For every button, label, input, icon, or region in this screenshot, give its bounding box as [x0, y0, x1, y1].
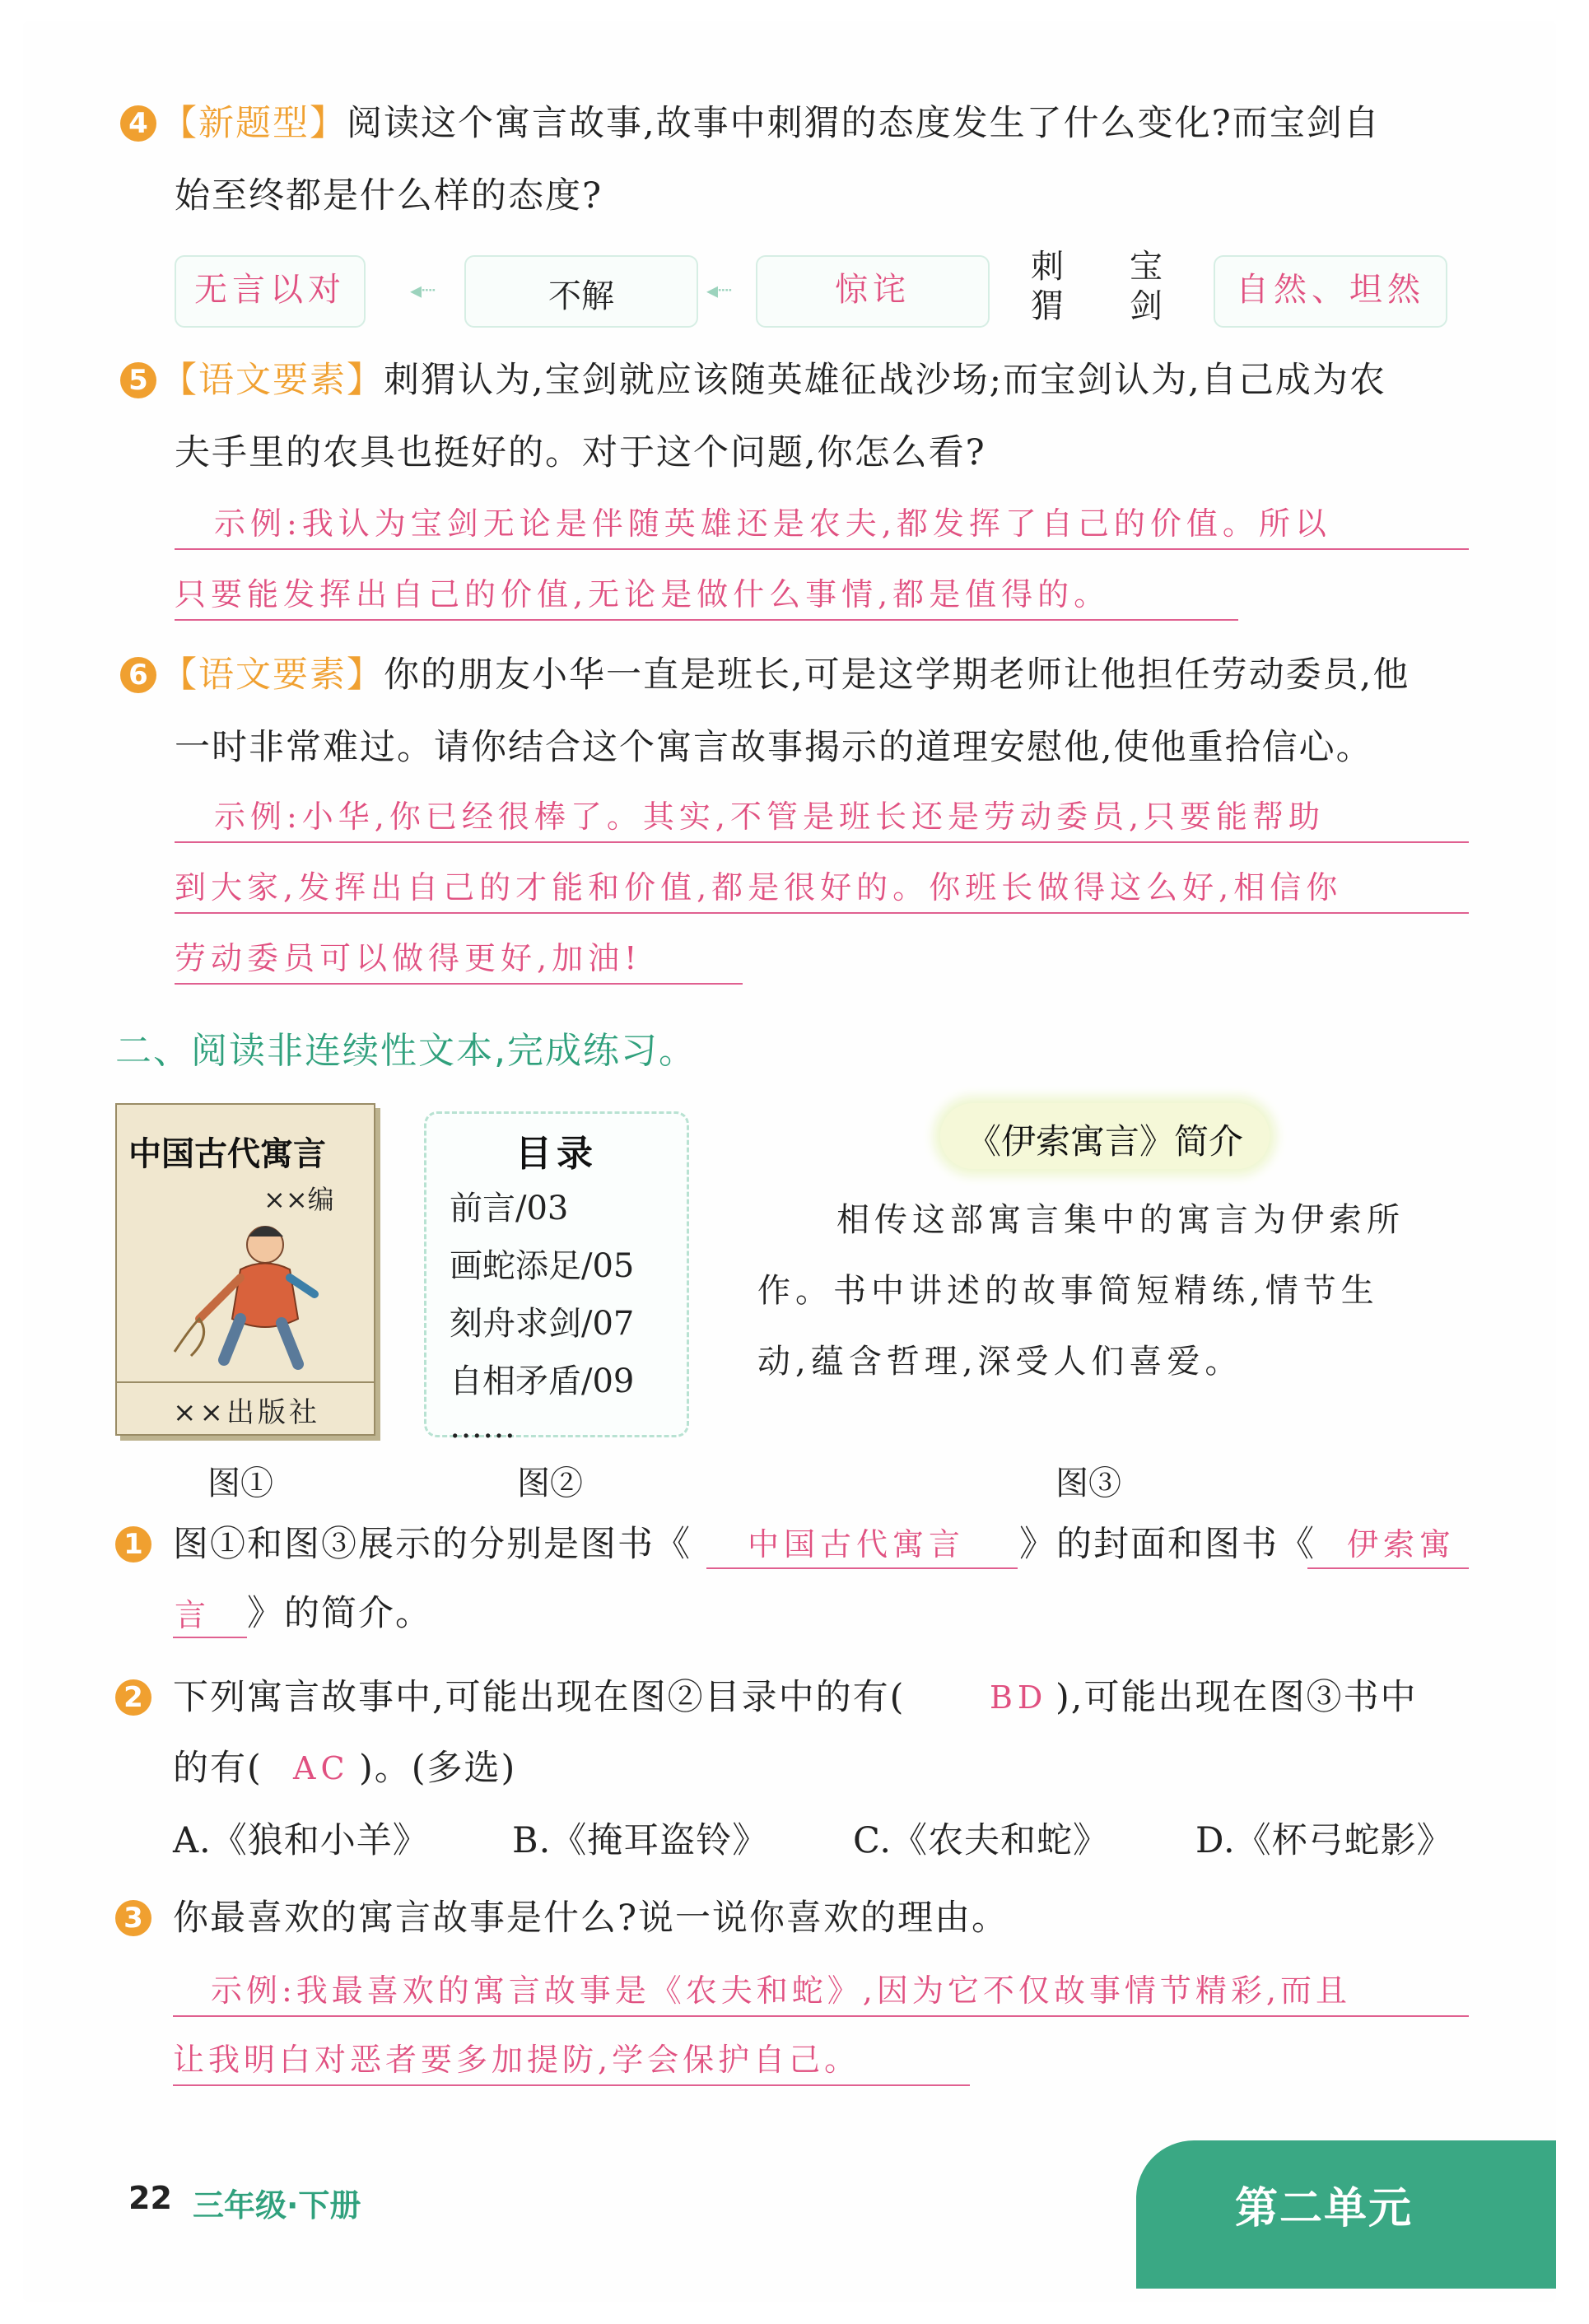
- p3-text: 你最喜欢的寓言故事是什么?说一说你喜欢的理由。: [173, 1898, 1009, 1939]
- question-number-5: 5: [120, 362, 156, 398]
- q6-tag: 【语文要素】: [161, 654, 384, 696]
- box1-text: 无言以对: [194, 271, 346, 309]
- q6-answer-line1: 示例:小华,你已经很棒了。其实,不管是班长还是劳动委员,只要能帮助: [214, 799, 1326, 835]
- unit-label: 第二单元: [1235, 2184, 1414, 2233]
- arrow-left-icon: ◂┈: [410, 277, 436, 304]
- answer-underline: [173, 2015, 1469, 2017]
- contents-title: 目录: [515, 1133, 598, 1175]
- book-cover-figure: [115, 1103, 375, 1436]
- contents-item: 刻舟求剑/07: [450, 1305, 635, 1343]
- option-b: B.《掩耳盗铃》: [512, 1820, 769, 1861]
- p1-text-a: 图①和图③展示的分别是图书《: [173, 1524, 692, 1565]
- q6-line2: 一时非常难过。请你结合这个寓言故事揭示的道理安慰他,使他重拾信心。: [175, 727, 1373, 768]
- label-hedgehog-2: 猬: [1031, 287, 1065, 325]
- label-sword-2: 剑: [1130, 287, 1164, 325]
- contents-item: 画蛇添足/05: [450, 1247, 635, 1285]
- p1-blank-b2: 言: [175, 1597, 212, 1633]
- contents-item: 自相矛盾/09: [450, 1362, 635, 1400]
- intro-line1: 相传这部寓言集中的寓言为伊索所: [836, 1201, 1405, 1239]
- option-d: D.《杯弓蛇影》: [1195, 1820, 1453, 1861]
- intro-line3: 动,蕴含哲理,深受人们喜爱。: [757, 1343, 1243, 1381]
- q5-answer-line2: 只要能发挥出自己的价值,无论是做什么事情,都是值得的。: [175, 576, 1111, 612]
- book-title: 中国古代寓言: [128, 1135, 326, 1173]
- intro-title-bubble: [940, 1103, 1270, 1169]
- contents-item: ……: [450, 1408, 515, 1446]
- answer-underline: [175, 912, 1469, 914]
- q5-tag: 【语文要素】: [161, 360, 384, 401]
- practice-number-3: 3: [115, 1900, 151, 1936]
- answer-underline: [175, 983, 743, 985]
- option-a: A.《狼和小羊》: [173, 1820, 429, 1861]
- p2-text-c: 的有(: [173, 1748, 263, 1789]
- answer-underline: [175, 841, 1469, 843]
- label-sword-1: 宝: [1130, 248, 1164, 286]
- sword-answer-box: [1214, 255, 1447, 328]
- contents-list: [450, 1180, 635, 1446]
- q5-text1: 刺猬认为,宝剑就应该随英雄征战沙场;而宝剑认为,自己成为农: [384, 360, 1386, 401]
- p2-text-d: )。(多选): [359, 1748, 517, 1789]
- blank-underline: [706, 1567, 1018, 1569]
- box3-text: 惊诧: [835, 271, 911, 309]
- figure-2-caption: 图②: [517, 1465, 583, 1502]
- answer-box-3: [756, 255, 990, 328]
- practice-number-1: 1: [115, 1526, 151, 1563]
- answer-underline: [175, 548, 1469, 550]
- q4-line2: 始至终都是什么样的态度?: [175, 175, 603, 217]
- contents-item: 前言/03: [450, 1190, 569, 1227]
- page-number: 22: [128, 2180, 172, 2216]
- q5-answer-line1: 示例:我认为宝剑无论是伴随英雄还是农夫,都发挥了自己的价值。所以: [214, 505, 1331, 542]
- option-c: C.《农夫和蛇》: [853, 1820, 1110, 1861]
- p2-blank-b: AC: [293, 1750, 350, 1786]
- question-number-4: 4: [120, 105, 156, 142]
- box2-text: 不解: [548, 277, 614, 315]
- intro-line2: 作。书中讲述的故事简短精练,情节生: [757, 1272, 1379, 1310]
- unit-tab: [1136, 2140, 1556, 2289]
- blank-underline: [1307, 1567, 1469, 1569]
- p2-text-b: ),可能出现在图③书中: [1055, 1677, 1418, 1718]
- question-number-6: 6: [120, 657, 156, 693]
- contents-figure: [424, 1111, 689, 1446]
- p2-text-a: 下列寓言故事中,可能出现在图②目录中的有(: [173, 1677, 906, 1718]
- practice-number-2: 2: [115, 1679, 151, 1716]
- p1-text-b: 》的封面和图书《: [1019, 1524, 1316, 1565]
- cover-divider: [117, 1381, 374, 1383]
- p1-text-c: 》的简介。: [247, 1593, 432, 1634]
- answer-box-2: [464, 255, 698, 328]
- grade-label: 三年级·下册: [193, 2187, 361, 2224]
- figure-1-caption: 图①: [207, 1465, 273, 1502]
- answer-underline: [173, 2084, 970, 2086]
- q6-text1: 你的朋友小华一直是班长,可是这学期老师让他担任劳动委员,他: [384, 654, 1410, 696]
- p2-blank-a: BD: [990, 1679, 1048, 1716]
- label-hedgehog-1: 刺: [1031, 248, 1065, 286]
- section-2-title: 二、阅读非连续性文本,完成练习。: [115, 1030, 697, 1072]
- blank-underline: [173, 1637, 247, 1638]
- answer-underline: [175, 619, 1238, 621]
- q5-line2: 夫手里的农具也挺好的。对于这个问题,你怎么看?: [175, 432, 986, 473]
- archer-illustration: [166, 1212, 331, 1376]
- arrow-left-icon: ◂┈: [706, 277, 732, 304]
- p1-blank-a: 中国古代寓言: [748, 1526, 966, 1563]
- q4-line1: [161, 102, 1381, 145]
- sword-answer: 自然、坦然: [1236, 271, 1425, 309]
- figure-3-caption: 图③: [1055, 1465, 1121, 1502]
- q6-answer-line3: 劳动委员可以做得更好,加油!: [175, 940, 642, 976]
- answer-box-1: [175, 255, 366, 328]
- p1-blank-b1: 伊索寓: [1347, 1526, 1456, 1563]
- q6-answer-line2: 到大家,发挥出自己的才能和价值,都是很好的。你班长做得这么好,相信你: [175, 869, 1343, 906]
- q4-text1: 阅读这个寓言故事,故事中刺猬的态度发生了什么变化?而宝剑自: [347, 103, 1381, 144]
- book-editor: ××编: [263, 1184, 334, 1215]
- p3-answer-line2: 让我明白对恶者要多加提防,学会保护自己。: [173, 2042, 860, 2078]
- q4-tag: 【新题型】: [161, 103, 347, 144]
- book-publisher: ××出版社: [173, 1396, 320, 1429]
- p3-answer-line1: 示例:我最喜欢的寓言故事是《农夫和蛇》,因为它不仅故事情节精彩,而且: [211, 1972, 1351, 2009]
- q6-line1: [161, 654, 1410, 696]
- intro-title: 《伊索寓言》简介: [966, 1121, 1243, 1162]
- q5-line1: [161, 359, 1386, 402]
